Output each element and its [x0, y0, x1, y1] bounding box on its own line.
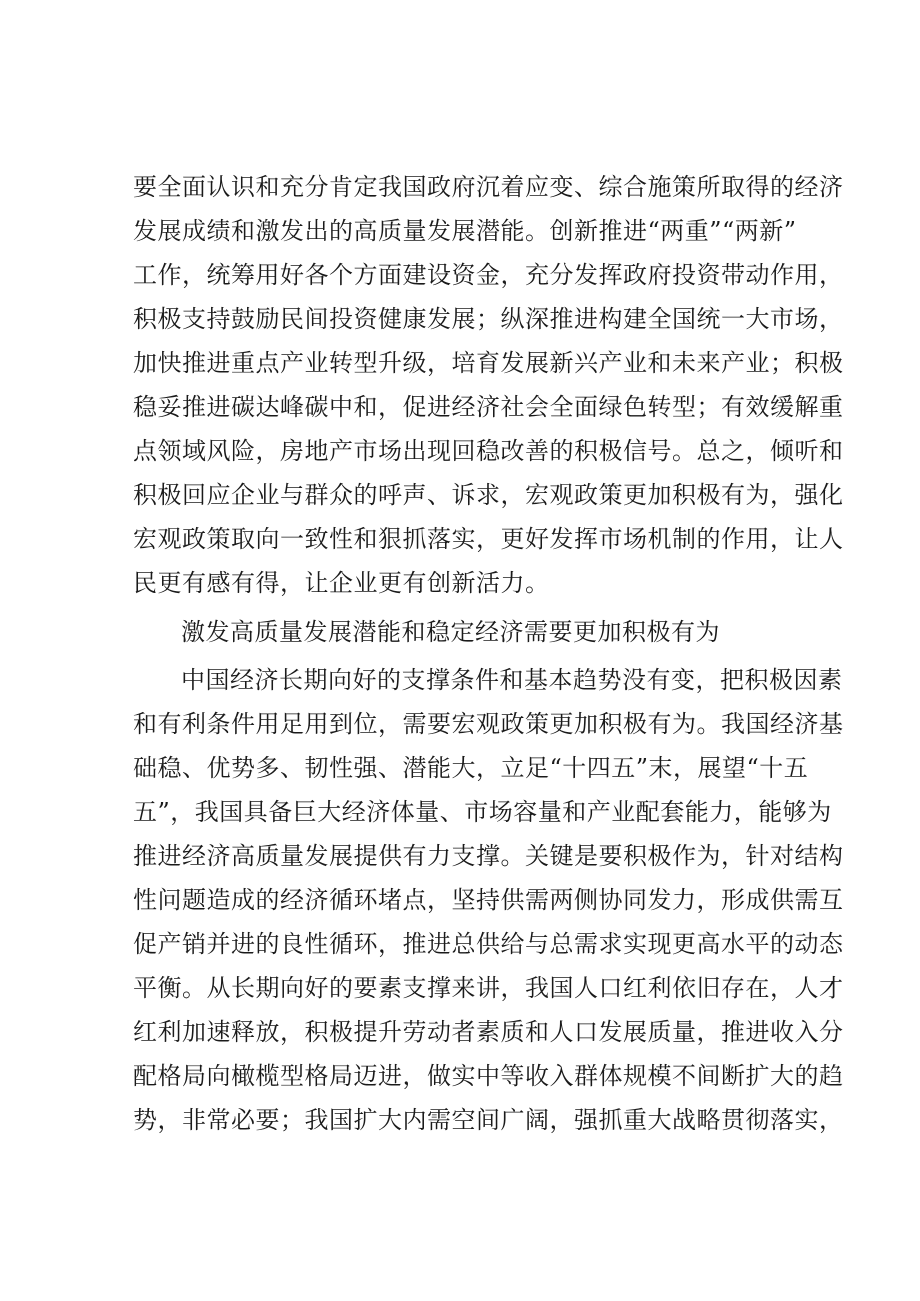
paragraph-2-line-7: 促产销并进的良性循环，推进总供给与总需求实现更高水平的动态 — [133, 930, 844, 958]
paragraph-2-line-9: 红利加速释放，积极提升劳动者素质和人口发展质量，推进收入分 — [133, 1018, 844, 1046]
paragraph-2-line-2: 和有利条件用足用到位，需要宏观政策更加积极有为。我国经济基 — [133, 710, 844, 738]
paragraph-1-line-2: 发展成绩和激发出的高质量发展潜能。创新推进“两重”“两新” — [133, 217, 797, 245]
paragraph-2-line-5: 推进经济高质量发展提供有力支撑。关键是要积极作为，针对结构 — [133, 842, 844, 870]
paragraph-2-line-6: 性问题造成的经济循环堵点，坚持供需两侧协同发力，形成供需互 — [133, 886, 844, 914]
paragraph-1-line-1: 要全面认识和充分肯定我国政府沉着应变、综合施策所取得的经济 — [133, 173, 844, 201]
paragraph-2-line-4: 五”，我国具备巨大经济体量、市场容量和产业配套能力，能够为 — [133, 798, 832, 826]
paragraph-1-line-10: 民更有感有得，让企业更有创新活力。 — [133, 569, 550, 597]
paragraph-1-line-5: 加快推进重点产业转型升级，培育发展新兴产业和未来产业；积极 — [133, 349, 844, 377]
paragraph-1-line-8: 积极回应企业与群众的呼声、诉求，宏观政策更加积极有为，强化 — [133, 481, 844, 509]
paragraph-2-line-11: 势，非常必要；我国扩大内需空间广阔，强抓重大战略贯彻落实， — [133, 1106, 844, 1134]
paragraph-2-line-10: 配格局向橄榄型格局迈进，做实中等收入群体规模不间断扩大的趋 — [133, 1062, 844, 1090]
section-heading: 激发高质量发展潜能和稳定经济需要更加积极有为 — [181, 618, 720, 646]
paragraph-2-line-8: 平衡。从长期向好的要素支撑来讲，我国人口红利依旧存在，人才 — [133, 974, 844, 1002]
paragraph-2-line-1: 中国经济长期向好的支撑条件和基本趋势没有变，把积极因素 — [181, 666, 843, 694]
paragraph-2-line-3: 础稳、优势多、韧性强、潜能大，立足“十四五”末，展望“十五 — [133, 754, 809, 782]
paragraph-1-line-6: 稳妥推进碳达峰碳中和，促进经济社会全面绿色转型；有效缓解重 — [133, 393, 844, 421]
paragraph-1-line-3: 工作，统筹用好各个方面建设资金，充分发挥政府投资带动作用， — [133, 261, 844, 289]
paragraph-1-line-9: 宏观政策取向一致性和狠抓落实，更好发挥市场机制的作用，让人 — [133, 525, 844, 553]
paragraph-1-line-4: 积极支持鼓励民间投资健康发展；纵深推进构建全国统一大市场， — [133, 305, 844, 333]
paragraph-1-line-7: 点领域风险，房地产市场出现回稳改善的积极信号。总之，倾听和 — [133, 437, 844, 465]
